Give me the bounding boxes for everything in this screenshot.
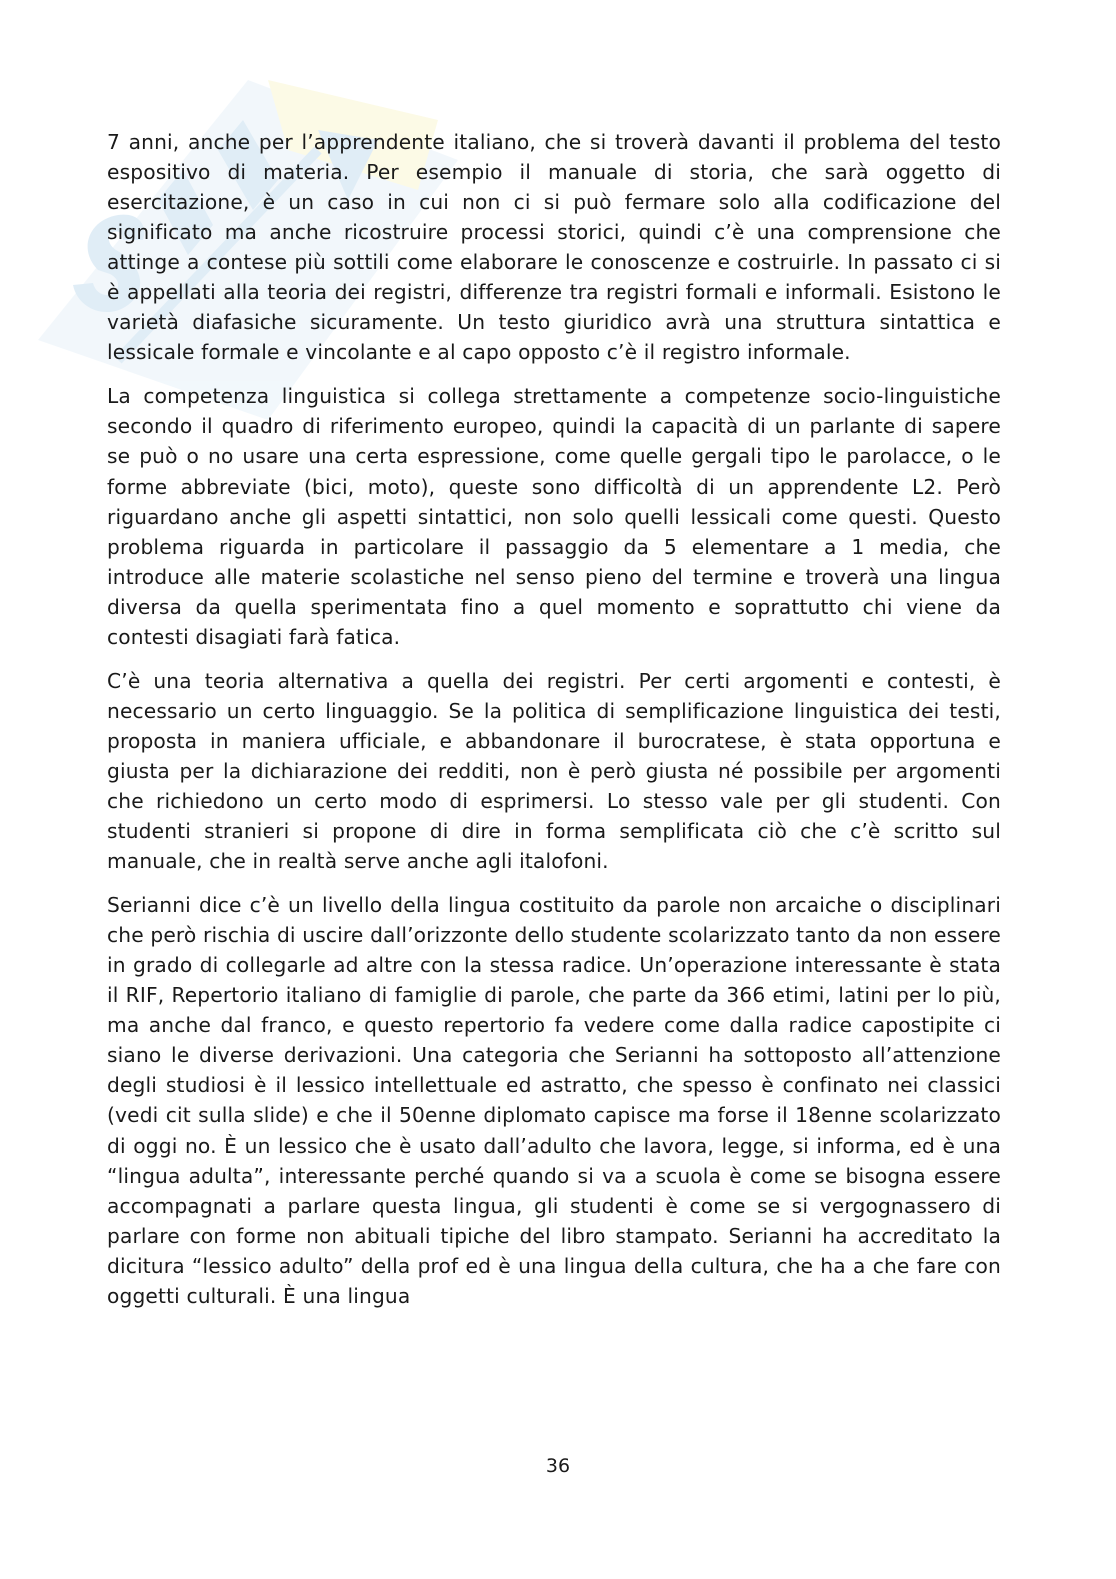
page-body xyxy=(107,127,1001,1325)
paragraph: La competenza linguistica si collega strettamente a competenze socio-linguistiche secondo il quadro di riferimento europeo, quindi la capacità di un parlante di sapere se può o no usare una certa espressione, come quelle gergali tipo le parolacce, o le forme abbreviate (bici, moto), queste sono difficoltà di un apprendente L2. Però riguardano anche gli aspetti sintattici, non solo quelli lessicali come questi. Questo problema riguarda in particolare il passaggio da 5 elementare a 1 media, che introduce alle materie scolastiche nel senso pieno del termine e troverà una lingua diversa da quella sperimentata fino a quel momento e soprattutto chi viene da contesti disagiati farà fatica. xyxy=(107,384,1001,649)
paragraph: Serianni dice c’è un livello della lingua costituito da parole non arcaiche o disciplinari che però rischia di uscire dall’orizzonte dello studente scolarizzato tanto da non essere in grado di collegarle ad altre con la stessa radice. Un’operazione interessante è stata il RIF, Repertorio italiano di famiglie di parole, che parte da 366 etimi, latini per lo più, ma anche dal franco, e questo repertorio fa vedere come dalla radice capostipite ci siano le diverse derivazioni. Una categoria che Serianni ha sottoposto all’attenzione degli studiosi è il lessico intellettuale ed astratto, che spesso è confinato nei classici (vedi cit sulla slide) e che il 50enne diplomato capisce ma forse il 18enne scolarizzato di oggi no. È un lessico che è usato dall’adulto che lavora, legge, si informa, ed è una “lingua adulta”, interessante perché quando si va a scuola è come se bisogna essere accompagnati a parlare questa lingua, gli studenti è come se si vergognassero di parlare con forme non abituali tipiche del libro stampato. Serianni ha accreditato la dicitura “lessico adulto” della prof ed è una lingua della cultura, che ha a che fare con oggetti culturali. È una lingua xyxy=(107,893,1001,1308)
paragraph: 7 anni, anche per l’apprendente italiano, che si troverà davanti il problema del testo espositivo di materia. Per esempio il manuale di storia, che sarà oggetto di esercitazione, è un caso in cui non ci si può fermare solo alla codificazione del significato ma anche ricostruire processi storici, quindi c’è una comprensione che attinge a contese più sottili come elaborare le conoscenze e costruirle. In passato ci si è appellati alla teoria dei registri, differenze tra registri formali e informali. Esistono le varietà diafasiche sicuramente. Un testo giuridico avrà una struttura sintattica e lessicale formale e vincolante e al capo opposto c’è il registro informale. xyxy=(107,130,1001,365)
page-number: 36 xyxy=(545,1455,571,1477)
paragraph: C’è una teoria alternativa a quella dei registri. Per certi argomenti e contesti, è necessario un certo linguaggio. Se la politica di semplificazione linguistica dei testi, proposta in maniera ufficiale, e abbandonare il burocratese, è stata opportuna e giusta per la dichiarazione dei redditi, non è però giusta né possibile per argomenti che richiedono un certo modo di esprimersi. Lo stesso vale per gli studenti. Con studenti stranieri si propone di dire in forma semplificata ciò che c’è scritto sul manuale, che in realtà serve anche agli italofoni. xyxy=(107,668,1001,874)
